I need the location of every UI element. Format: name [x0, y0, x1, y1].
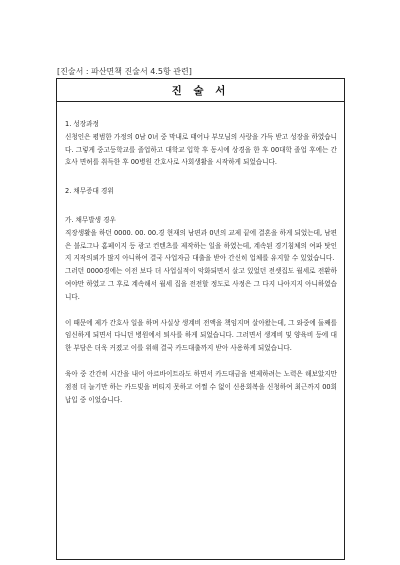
section-body-growth: 신청인은 평범한 가정의 0남 0녀 중 막내로 태어나 부모님의 사랑을 가득 받고 성장을 하였습니다. 그렇게 중고등학교를 졸업하고 대학교 입학 후 동시에 상경을 한 후 00대학 졸업 후에는 간호사 면허를 취득한 후 00병원 간호사로 사회생활을 시작하게 되었습니다. [65, 132, 337, 167]
section-heading-debt: 2. 채무증대 경위 [65, 187, 114, 196]
paragraph-credit-recovery: 육아 중 간간히 시간을 내어 아르바이트라도 하면서 카드대금을 변제하려는 노력은 해보았지만 점점 더 늘기만 하는 카드빚을 버티지 못하고 어쩔 수 없이 신용회복을 신청하여 최근까지 00회 납입 중 이었습니다. [65, 369, 337, 404]
statement-content [57, 102, 344, 406]
subsection-heading-debt-origin: 가. 채무발생 경우 [65, 215, 116, 224]
paragraph-business-decline: 그러던 0000경에는 이전 보다 더 사업실적이 악화되면서 살고 있었던 전셋집도 월세로 전환하여야만 하였고 그 후로 계속해서 월세 집을 전전할 정도로 사정은 그 다지 나아지지 아니하였습니다. [65, 267, 337, 301]
paragraph-pregnancy: 이 때문에 제가 간호사 일을 하며 사실상 생계비 전액을 책임지며 살아왔는데, 그 와중에 둘째를 임신하게 되면서 다니던 병원에서 퇴사를 하게 되었습니다. 그러면서 생계비 및 양육비 등에 대한 부담은 더욱 커졌고 이를 위해 결국 카드대출까지 받아 사용하게 되었습니다. [65, 318, 337, 353]
document-title: 진 술 서 [171, 84, 230, 97]
document-caption: [진술서 : 파산면책 진술서 4.5항 관련] [57, 67, 192, 76]
title-bar [57, 79, 344, 102]
section-heading-growth: 1. 성장과정 [65, 120, 99, 128]
statement-box [56, 78, 345, 560]
paragraph-marriage: 직장생활을 하던 0000. 00. 00.경 현재의 남편과 0년의 교제 끝에 결혼을 하게 되었는데, 남편은 블로그나 홈페이지 등 광고 컨텐츠를 제작하는 일을 하였는데, 계속된 경기침체의 여파 탓인지 지작의뢰가 많지 아니하여 결국 사업자금 대출을 받아 간신히 업체를 유지할 수 있었습니다. [65, 228, 337, 263]
